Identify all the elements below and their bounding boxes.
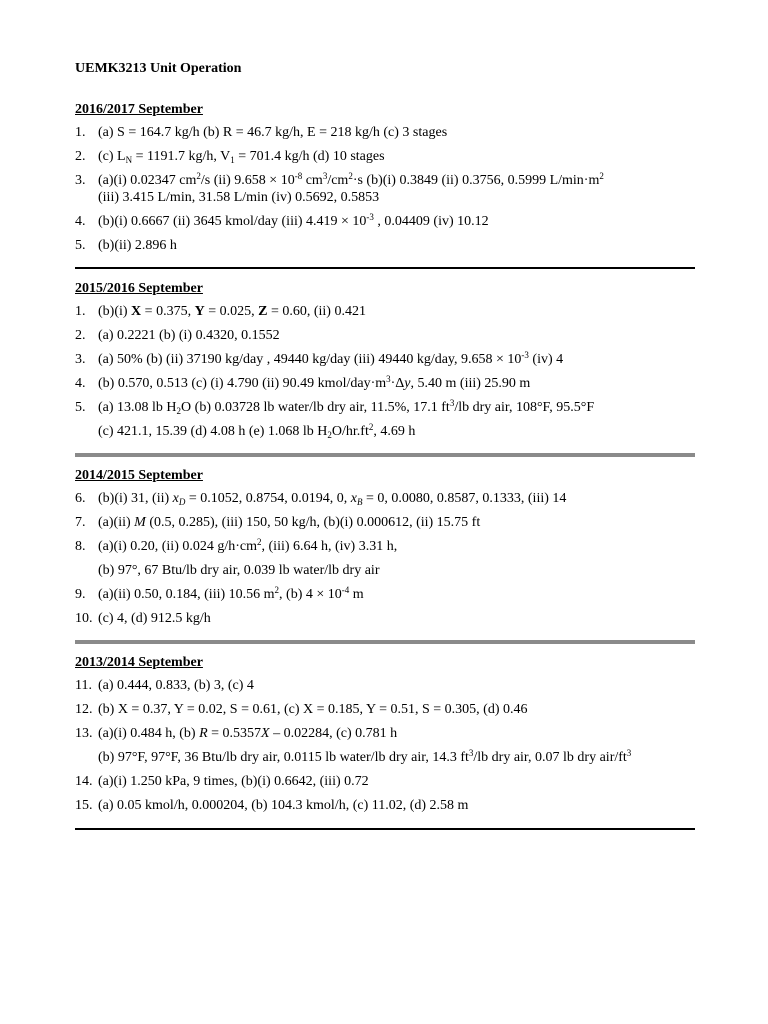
answer-text: (b)(i) X = 0.375, Y = 0.025, Z = 0.60, (ii) 0.421	[98, 304, 366, 319]
answer-continuation: (c) 421.1, 15.39 (d) 4.08 h (e) 1.068 lb $H_2O/hr.ft^2$, 4.69 h	[98, 422, 416, 440]
answer-item	[75, 701, 695, 718]
question-number: 3.	[75, 173, 86, 188]
answer-text: (a)(i) 1.250 kPa, 9 times, (b)(i) 0.6642, (iii) 0.72	[98, 774, 369, 789]
answer-item	[75, 327, 695, 344]
answer-text: (a)(i) 0.484 h, (b) R = 0.5357X – 0.02284, (c) 0.781 h (b) 97°F, 97°F, 36 Btu/lb dry air, 0.0115 lb water/lb dry air, 14.3 $ft^3/lb$ dry air, 0.07 lb dry air/$ft^3$	[98, 725, 695, 766]
section-title: 2016/2017 September	[75, 102, 203, 117]
answer-text: (b)(i) 0.6667 (ii) 3645 kmol/day (iii) $4.419 \times 10^{-3}$ , 0.04409 (iv) 10.12	[98, 212, 489, 229]
question-number: 1.	[75, 304, 86, 319]
question-number: 1.	[75, 125, 86, 140]
answer-text: (a)(ii) 0.50, 0.184, (iii) 10.56 $m^2$, (b) $4 \times 10^{-4}$ m	[98, 585, 364, 602]
document-title: UEMK3213 Unit Operation	[75, 61, 242, 76]
question-number: 11.	[75, 678, 92, 693]
answer-continuation: (b) 97°, 67 Btu/lb dry air, 0.039 lb water/lb dry air	[98, 563, 380, 578]
question-number: 2.	[75, 328, 86, 343]
answer-item	[75, 514, 695, 531]
answer-item	[75, 124, 695, 141]
document-page	[75, 60, 695, 830]
answer-item	[75, 490, 695, 507]
section-divider	[75, 453, 695, 457]
section-2014-2015	[75, 467, 695, 627]
question-number: 3.	[75, 352, 86, 367]
answer-item	[75, 586, 695, 603]
answer-item	[75, 303, 695, 320]
answer-list	[75, 490, 695, 627]
answer-item	[75, 213, 695, 230]
answer-item	[75, 677, 695, 694]
question-number: 5.	[75, 400, 86, 415]
answer-item	[75, 375, 695, 392]
answer-continuation: (b) 97°F, 97°F, 36 Btu/lb dry air, 0.0115 lb water/lb dry air, 14.3 $ft^3/lb$ dry air, 0.07 lb dry air/$ft^3$	[98, 748, 632, 765]
answer-continuation: (iii) 3.415 L/min, 31.58 L/min (iv) 0.5692, 0.5853	[98, 190, 380, 205]
question-number: 2.	[75, 149, 86, 164]
question-number: 8.	[75, 539, 86, 554]
answer-item	[75, 148, 695, 165]
answer-text: (b)(i) 31, (ii) $x_D = 0.1052$, 0.8754, 0.0194, 0, $x_B = 0$, 0.0080, 0.8587, 0.1333, (iii) 14	[98, 491, 567, 507]
question-number: 15.	[75, 798, 93, 813]
answer-item	[75, 399, 695, 440]
answer-text: (b) 0.570, 0.513 (c) (i) 4.790 (ii) 90.49 kmol/$day\cdot m^3\cdot\Delta y$, 5.40 m (iii) 25.90 m	[98, 374, 531, 391]
answer-item	[75, 351, 695, 368]
answer-text: (c) $L_N = 1191.7$ kg/h, $V_1 = 701.4$ kg/h (d) 10 stages	[98, 149, 385, 165]
answer-item	[75, 237, 695, 254]
answer-item	[75, 610, 695, 627]
section-divider	[75, 267, 695, 269]
section-2013-2014	[75, 654, 695, 814]
answer-item	[75, 538, 695, 579]
section-divider	[75, 640, 695, 644]
answer-list	[75, 677, 695, 814]
question-number: 10.	[75, 611, 93, 626]
section-2015-2016	[75, 280, 695, 440]
answer-item	[75, 773, 695, 790]
answer-list	[75, 124, 695, 254]
answer-text: (a)(i) 0.02347 $cm^2/s$ (ii) $9.658 \times 10^{-8}$ $cm^3/cm^2\cdot s$ (b)(i) 0.3849 (ii) 0.3756, 0.5999 $L/\min\cdot m^2$ (iii) 3.415 L/min, 31.58 L/min (iv) 0.5692, 0.5853	[98, 172, 695, 206]
question-number: 5.	[75, 238, 86, 253]
answer-text: (a)(ii) M (0.5, 0.285), (iii) 150, 50 kg/h, (b)(i) 0.000612, (ii) 15.75 ft	[98, 515, 481, 530]
answer-item	[75, 797, 695, 814]
answer-text: (a) 0.2221 (b) (i) 0.4320, 0.1552	[98, 328, 280, 343]
answer-text: (b) X = 0.37, Y = 0.02, S = 0.61, (c) X = 0.185, Y = 0.51, S = 0.305, (d) 0.46	[98, 702, 528, 717]
section-divider	[75, 828, 695, 830]
answer-item	[75, 172, 695, 206]
question-number: 7.	[75, 515, 86, 530]
answer-list	[75, 303, 695, 440]
question-number: 13.	[75, 726, 93, 741]
answer-text: (a) 50% (b) (ii) 37190 kg/day , 49440 kg/day (iii) 49440 kg/day, $9.658 \times 10^{-3}$ (iv) 4	[98, 350, 564, 367]
section-title: 2014/2015 September	[75, 468, 203, 483]
answer-text: (a) S = 164.7 kg/h (b) R = 46.7 kg/h, E = 218 kg/h (c) 3 stages	[98, 125, 448, 140]
answer-item	[75, 725, 695, 766]
question-number: 9.	[75, 587, 86, 602]
section-title: 2013/2014 September	[75, 655, 203, 670]
answer-text: (a) 0.05 kmol/h, 0.000204, (b) 104.3 kmol/h, (c) 11.02, (d) 2.58 m	[98, 798, 469, 813]
section-title: 2015/2016 September	[75, 281, 203, 296]
question-number: 14.	[75, 774, 93, 789]
question-number: 4.	[75, 376, 86, 391]
question-number: 12.	[75, 702, 93, 717]
section-2016-2017	[75, 101, 695, 254]
question-number: 4.	[75, 214, 86, 229]
answer-text: (b)(ii) 2.896 h	[98, 238, 177, 253]
answer-text: (a) 0.444, 0.833, (b) 3, (c) 4	[98, 678, 254, 693]
answer-text: (a)(i) 0.20, (ii) 0.024 $g/h\cdot cm^2$, (iii) 6.64 h, (iv) 3.31 h, (b) 97°, 67 Btu/lb dry air, 0.039 lb water/lb dry air	[98, 538, 695, 579]
answer-text: (c) 4, (d) 912.5 kg/h	[98, 611, 211, 626]
question-number: 6.	[75, 491, 86, 506]
answer-text: (a) 13.08 lb $H_2O$ (b) 0.03728 lb water/lb dry air, 11.5%, 17.1 $ft^3/lb$ dry air, 108°F, 95.5°F (c) 421.1, 15.39 (d) 4.08 h (e) 1.068 lb $H_2O/hr.ft^2$, 4.69 h	[98, 399, 695, 440]
